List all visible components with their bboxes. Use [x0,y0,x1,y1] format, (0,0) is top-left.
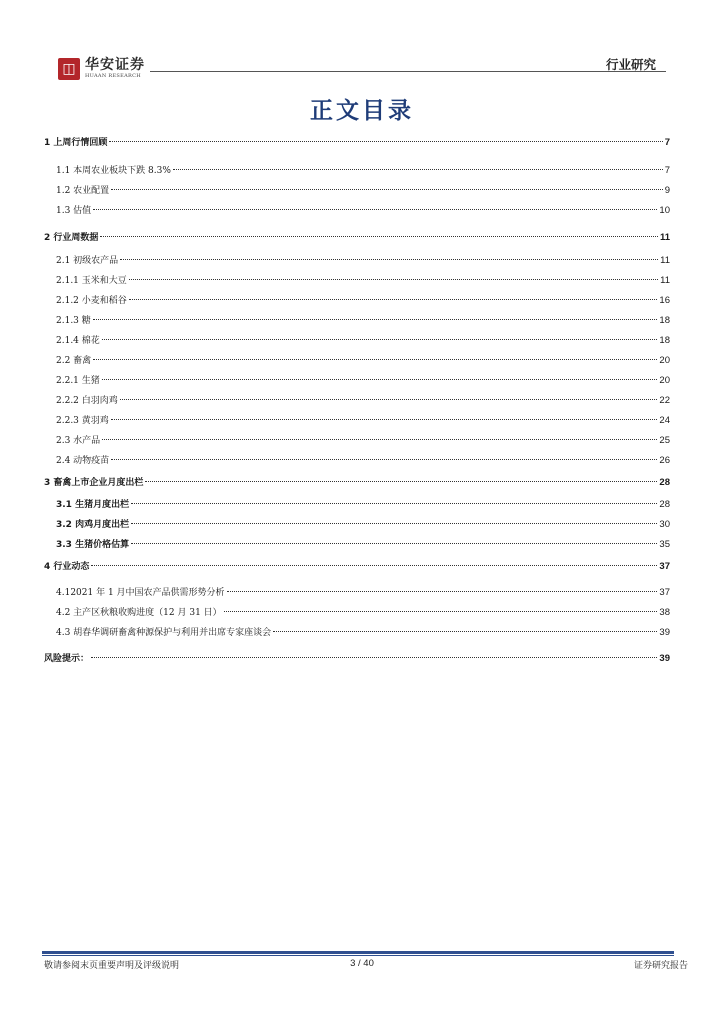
toc-entry[interactable] [44,413,670,429]
toc-entry-title: 3.1 生猪月度出栏 [56,500,130,510]
toc-entry[interactable] [44,605,670,621]
toc-entry-page: 16 [659,295,670,306]
toc-leader-dots [120,399,658,400]
toc-entry-page: 18 [659,335,670,346]
toc-entry-title: 2.3 水产品 [56,436,101,446]
toc-entry[interactable] [44,537,670,553]
toc-entry[interactable] [44,453,670,469]
toc-leader-dots [109,141,662,142]
toc-entry-title: 2.1.4 棉花 [56,336,100,346]
toc-entry-title: 2.4 动物疫苗 [56,456,110,466]
toc-entry-page: 26 [659,455,670,466]
toc-leader-dots [224,611,658,612]
toc-entry-title: 4.12021 年 1 月中国农产品供需形势分析 [56,588,225,598]
footer-rule-thin [42,955,674,956]
footer-page-number: 3 / 40 [350,958,374,969]
toc-entry-title: 1.2 农业配置 [56,186,110,196]
toc-entry-title: 1 上周行情回顾 [44,138,108,148]
toc-entry-page: 11 [660,255,670,266]
toc-leader-dots [173,169,663,170]
toc-entry-page: 38 [659,607,670,618]
toc-entry[interactable] [44,293,670,309]
toc-entry[interactable] [44,559,670,575]
toc-entry-page: 9 [664,185,670,196]
toc-entry[interactable] [44,625,670,641]
toc-leader-dots [145,481,657,482]
toc-entry-title: 4 行业动态 [44,562,90,572]
toc-entry[interactable] [44,333,670,349]
toc-entry[interactable] [44,183,670,199]
toc-entry-title: 2.1 初级农产品 [56,256,119,266]
toc-entry[interactable] [44,253,670,269]
toc-entry-page: 20 [659,355,670,366]
toc-leader-dots [273,631,657,632]
toc-leader-dots [129,299,658,300]
toc-entry[interactable] [44,353,670,369]
toc-leader-dots [111,189,663,190]
toc-entry[interactable] [44,163,670,179]
toc-entry-title: 3 畜禽上市企业月度出栏 [44,478,144,488]
page-header [58,54,666,88]
toc-entry-title: 1.1 本周农业板块下跌 8.3% [56,166,171,176]
logo-chinese-name: 华安证券 [85,57,145,73]
toc-leader-dots [111,459,657,460]
toc-entry-title: 1.3 估值 [56,206,92,216]
toc-leader-dots [102,439,657,440]
toc-entry[interactable] [44,373,670,389]
toc-entry-page: 18 [659,315,670,326]
toc-entry-title: 2.2.2 白羽肉鸡 [56,396,118,406]
toc-entry[interactable] [44,273,670,289]
toc-entry-title: 4.2 主产区秋粮收购进度（12 月 31 日） [56,608,222,618]
toc-entry[interactable] [44,651,670,667]
toc-entry[interactable] [44,135,670,151]
toc-leader-dots [129,279,658,280]
header-rule [150,71,666,72]
toc-leader-dots [91,657,657,658]
toc-entry-page: 7 [664,165,670,176]
toc-entry-title: 4.3 胡春华调研畜禽种源保护与利用并出席专家座谈会 [56,628,272,638]
toc-entry[interactable] [44,230,670,246]
toc-leader-dots [131,503,657,504]
toc-leader-dots [111,419,658,420]
toc-entry[interactable] [44,433,670,449]
toc-leader-dots [102,339,658,340]
toc-entry-title: 2.1.1 玉米和大豆 [56,276,127,286]
toc-entry-title: 2.2.3 黄羽鸡 [56,416,109,426]
toc-entry-title: 3.3 生猪价格估算 [56,540,130,550]
toc-entry-page: 30 [659,519,670,530]
logo-seal-icon: ◫ [58,58,80,80]
toc-entry-page: 11 [660,275,670,286]
toc-entry-page: 37 [659,587,670,598]
footer-rule-thick [42,951,674,954]
toc-leader-dots [102,379,658,380]
toc-leader-dots [93,319,658,320]
toc-leader-dots [227,591,658,592]
toc-entry-title: 2 行业周数据 [44,233,99,243]
toc-leader-dots [131,523,657,524]
toc-leader-dots [131,543,657,544]
toc-leader-dots [93,359,657,360]
toc-entry-title: 风险提示： [44,654,90,664]
toc-leader-dots [93,209,657,210]
toc-leader-dots [120,259,658,260]
footer-report-type: 证券研究报告 [633,961,688,971]
toc-entry-title: 2.1.2 小麦和稻谷 [56,296,127,306]
toc-entry[interactable] [44,475,670,491]
toc-entry-page: 20 [659,375,670,386]
toc-entry-title: 2.2.1 生猪 [56,376,100,386]
company-logo [58,58,145,80]
toc-entry-page: 39 [659,627,670,638]
toc-entry-page: 7 [664,137,670,148]
toc-entry-page: 39 [659,653,670,664]
toc-entry[interactable] [44,313,670,329]
toc-entry-title: 2.2 畜禽 [56,356,92,366]
toc-entry-page: 10 [659,205,670,216]
toc-entry-page: 35 [659,539,670,550]
toc-entry-page: 28 [659,477,670,488]
toc-entry[interactable] [44,497,670,513]
toc-entry-page: 22 [659,395,670,406]
toc-entry-page: 24 [659,415,670,426]
toc-entry-page: 37 [659,561,670,572]
footer-disclaimer: 敬请参阅末页重要声明及评级说明 [44,961,180,971]
toc-entry[interactable] [44,517,670,533]
page-title: 正文目录 [310,98,414,124]
toc-entry-page: 11 [659,232,670,243]
toc-leader-dots [100,236,658,237]
toc-entry[interactable] [44,393,670,409]
toc-leader-dots [91,565,657,566]
toc-entry-title: 2.1.3 糖 [56,316,91,326]
toc-entry[interactable] [44,585,670,601]
logo-english-name: HUAAN RESEARCH [85,73,141,79]
toc-entry-title: 3.2 肉鸡月度出栏 [56,520,130,530]
toc-entry-page: 28 [659,499,670,510]
report-category: 行业研究 [605,57,656,72]
toc-entry[interactable] [44,203,670,219]
toc-entry-page: 25 [659,435,670,446]
